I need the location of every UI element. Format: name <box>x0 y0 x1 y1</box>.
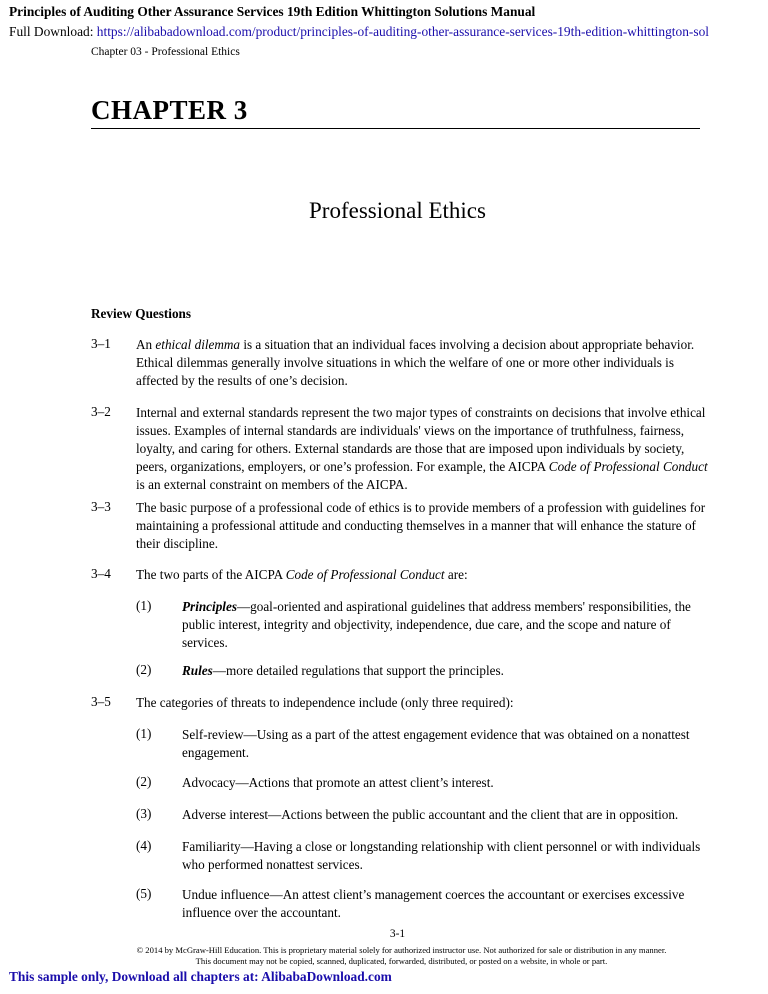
list-item: Adverse interest—Actions between the public accountant and the client that are in opposition. <box>182 807 679 822</box>
list-item: Advocacy—Actions that promote an attest client’s interest. <box>182 775 494 790</box>
running-head: Chapter 03 - Professional Ethics <box>91 46 240 58</box>
answer-3-3: The basic purpose of a professional code of ethics is to provide members of a profession with guidelines for maintaining a professional attitude and conducting themselves in a manner that will enhance the stature of their discipline. <box>136 500 706 551</box>
question-number: 3–5 <box>91 694 111 709</box>
list-item: Familiarity—Having a close or longstanding relationship with client personnel or with individuals who performed nonattest services. <box>182 839 701 872</box>
download-link[interactable]: https://alibabadownload.com/product/principles-of-auditing-other-assurance-services-19th-edition-whittington-sol <box>96 24 709 39</box>
answer-3-1 <box>136 336 711 390</box>
emphasis: Code of Professional Conduct <box>548 459 708 474</box>
term: Rules <box>182 663 213 678</box>
question-number: 3–4 <box>91 566 111 581</box>
list-item-number: (4) <box>136 838 152 853</box>
copyright-notice <box>0 945 768 967</box>
question-number: 3–2 <box>91 404 111 419</box>
chapter-title: Professional Ethics <box>309 198 486 223</box>
download-label: Full Download: <box>9 24 97 39</box>
question-number: 3–1 <box>91 336 111 351</box>
text-run: is a situation that an individual faces involving a decision about appropriate behavior. Ethical dilemmas generally involve situations in which the welfare of one or more other individuals is affected by the results of one’s decision. <box>136 337 695 388</box>
banner-download-line <box>9 24 709 40</box>
list-item-number: (5) <box>136 886 152 901</box>
emphasis: ethical dilemma <box>155 337 241 352</box>
chapter-heading: CHAPTER 3 <box>91 95 248 125</box>
answer-3-4 <box>136 566 711 584</box>
list-item <box>182 598 712 652</box>
copyright-line: © 2014 by McGraw-Hill Education. This is proprietary material solely for authorized instructor use. Not authorized for sale or distribution in any manner. <box>136 945 667 955</box>
sample-download-link[interactable]: This sample only, Download all chapters at: AlibabaDownload.com <box>9 969 392 984</box>
banner-title: Principles of Auditing Other Assurance Services 19th Edition Whittington Solutions Manual <box>9 4 536 19</box>
text-run: An <box>136 337 156 352</box>
page-number: 3-1 <box>389 928 406 940</box>
text-run: are: <box>444 567 468 582</box>
text-run: Internal and external standards represent the two major types of constraints on decisions that involve ethical issues. Examples of internal standards are individuals' views on the importance of truthfulness, fairness, loyalty, and caring for others. External standards are those that are imposed upon individuals by society, peers, organizations, employers, or one’s profession. For example, the AICPA <box>136 405 706 474</box>
emphasis: Code of Professional Conduct <box>285 567 445 582</box>
term: Principles <box>182 599 237 614</box>
text-run: —more detailed regulations that support the principles. <box>212 663 504 678</box>
list-item-number: (1) <box>136 726 152 741</box>
list-item-number: (2) <box>136 774 152 789</box>
list-item: Undue influence—An attest client’s management coerces the accountant or exercises excessive influence over the accountant. <box>182 887 685 920</box>
section-heading: Review Questions <box>91 306 192 321</box>
list-item-number: (1) <box>136 598 152 613</box>
text-run: is an external constraint on members of the AICPA. <box>136 477 408 492</box>
list-item: Self-review—Using as a part of the attest engagement evidence that was obtained on a nonattest engagement. <box>182 727 690 760</box>
list-item-number: (3) <box>136 806 152 821</box>
answer-3-2 <box>136 404 711 494</box>
answer-3-5: The categories of threats to independence include (only three required): <box>136 695 514 710</box>
text-run: The two parts of the AICPA <box>136 567 286 582</box>
list-item-number: (2) <box>136 662 152 677</box>
list-item <box>182 662 712 680</box>
chapter-rule <box>91 128 700 129</box>
question-number: 3–3 <box>91 499 111 514</box>
text-run: —goal-oriented and aspirational guidelines that address members' responsibilities, the public interest, integrity and objectivity, independence, due care, and the scope and nature of services. <box>182 599 691 650</box>
copyright-line: This document may not be copied, scanned, duplicated, forwarded, distributed, or posted on a website, in whole or part. <box>195 956 608 966</box>
